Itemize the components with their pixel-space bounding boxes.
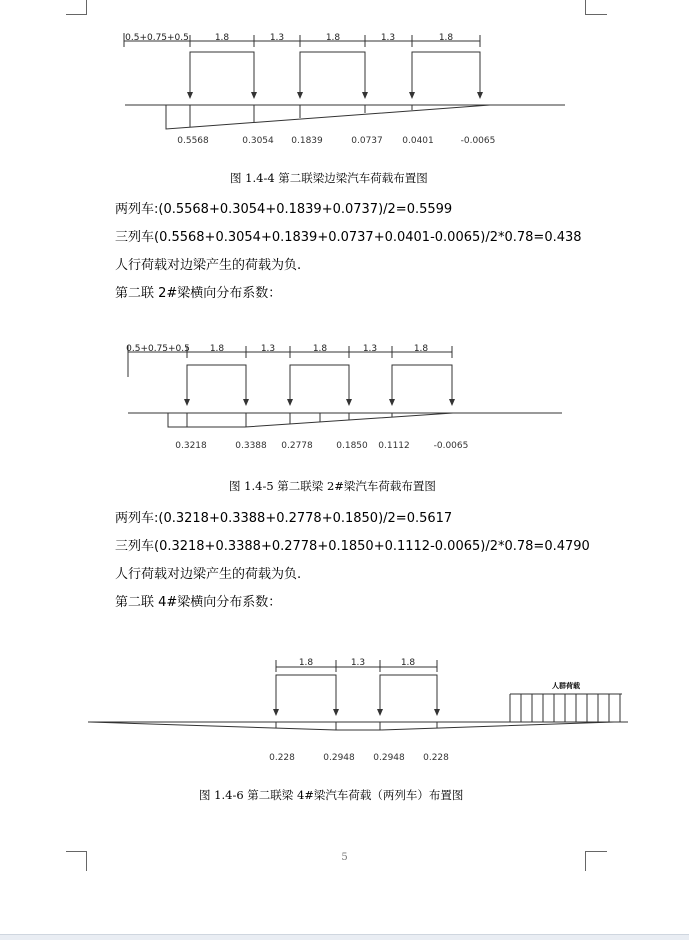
fig3-dim-2: 1.8 — [400, 658, 416, 668]
fig2-dim-2: 1.3 — [260, 344, 276, 354]
fig1-value-0: 0.5568 — [177, 136, 209, 146]
crop-mark-top-right-v — [585, 0, 586, 15]
fig2-dim-4: 1.3 — [362, 344, 378, 354]
fig1-value-2: 0.1839 — [291, 136, 323, 146]
figure-2-diagram — [0, 335, 689, 460]
sec1-two-lane: 两列车:(0.5568+0.3054+0.1839+0.0737)/2=0.5599 — [115, 202, 453, 217]
fig1-value-4: 0.0401 — [402, 136, 434, 146]
fig3-value-1: 0.2948 — [323, 753, 355, 763]
figure-1-diagram — [0, 25, 689, 150]
fig2-value-0: 0.3218 — [175, 441, 207, 451]
fig3-value-0: 0.228 — [269, 753, 295, 763]
fig2-dim-1: 1.8 — [209, 344, 225, 354]
fig2-dim-5: 1.8 — [413, 344, 429, 354]
fig3-crowd-label: 人群荷载 — [552, 682, 580, 690]
fig3-dim-0: 1.8 — [298, 658, 314, 668]
sec2-two-lane: 两列车:(0.3218+0.3388+0.2778+0.1850)/2=0.5617 — [115, 511, 453, 526]
fig1-dim-3: 1.8 — [325, 33, 341, 43]
sec2-three-lane: 三列车(0.3218+0.3388+0.2778+0.1850+0.1112-0.0065)/2*0.78=0.4790 — [115, 539, 590, 554]
fig3-dim-1: 1.3 — [350, 658, 366, 668]
fig2-value-1: 0.3388 — [235, 441, 267, 451]
fig1-value-5: -0.0065 — [460, 136, 496, 146]
fig1-dim-2: 1.3 — [269, 33, 285, 43]
crop-mark-top-left-v — [86, 0, 87, 15]
fig3-value-2: 0.2948 — [373, 753, 405, 763]
fig2-dim-3: 1.8 — [312, 344, 328, 354]
page-number: 5 — [341, 852, 348, 863]
fig2-value-4: 0.1112 — [378, 441, 410, 451]
fig2-value-2: 0.2778 — [281, 441, 313, 451]
fig3-value-3: 0.228 — [423, 753, 449, 763]
sec2-next-heading: 第二联 4#梁横向分布系数： — [115, 595, 282, 610]
crop-mark-top-left — [66, 14, 86, 15]
sec1-next-heading: 第二联 2#梁横向分布系数： — [115, 286, 282, 301]
fig2-value-3: 0.1850 — [336, 441, 368, 451]
figure-3-caption: 图 1.4-6 第二联梁 4#梁汽车荷载（两列车）布置图 — [199, 788, 464, 802]
fig1-dim-5: 1.8 — [438, 33, 454, 43]
window-bottom-bar — [0, 934, 689, 940]
crop-mark-top-right — [585, 14, 607, 15]
fig1-dim-4: 1.3 — [380, 33, 396, 43]
figure-1-caption: 图 1.4-4 第二联梁边梁汽车荷载布置图 — [230, 171, 428, 185]
fig1-value-1: 0.3054 — [242, 136, 274, 146]
figure-3-diagram — [0, 648, 689, 773]
fig2-dim-0: 0.5+0.75+0.5 — [126, 344, 190, 354]
sec1-crowd-note: 人行荷载对边梁产生的荷载为负. — [115, 258, 302, 273]
sec1-three-lane: 三列车(0.5568+0.3054+0.1839+0.0737+0.0401-0.0065)/2*0.78=0.438 — [115, 230, 582, 245]
fig2-value-5: -0.0065 — [433, 441, 469, 451]
sec2-crowd-note: 人行荷载对边梁产生的荷载为负. — [115, 567, 302, 582]
fig1-dim-1: 1.8 — [214, 33, 230, 43]
figure-2-caption: 图 1.4-5 第二联梁 2#梁汽车荷载布置图 — [229, 479, 436, 493]
fig1-value-3: 0.0737 — [351, 136, 383, 146]
fig1-dim-0: 0.5+0.75+0.5 — [125, 33, 189, 43]
